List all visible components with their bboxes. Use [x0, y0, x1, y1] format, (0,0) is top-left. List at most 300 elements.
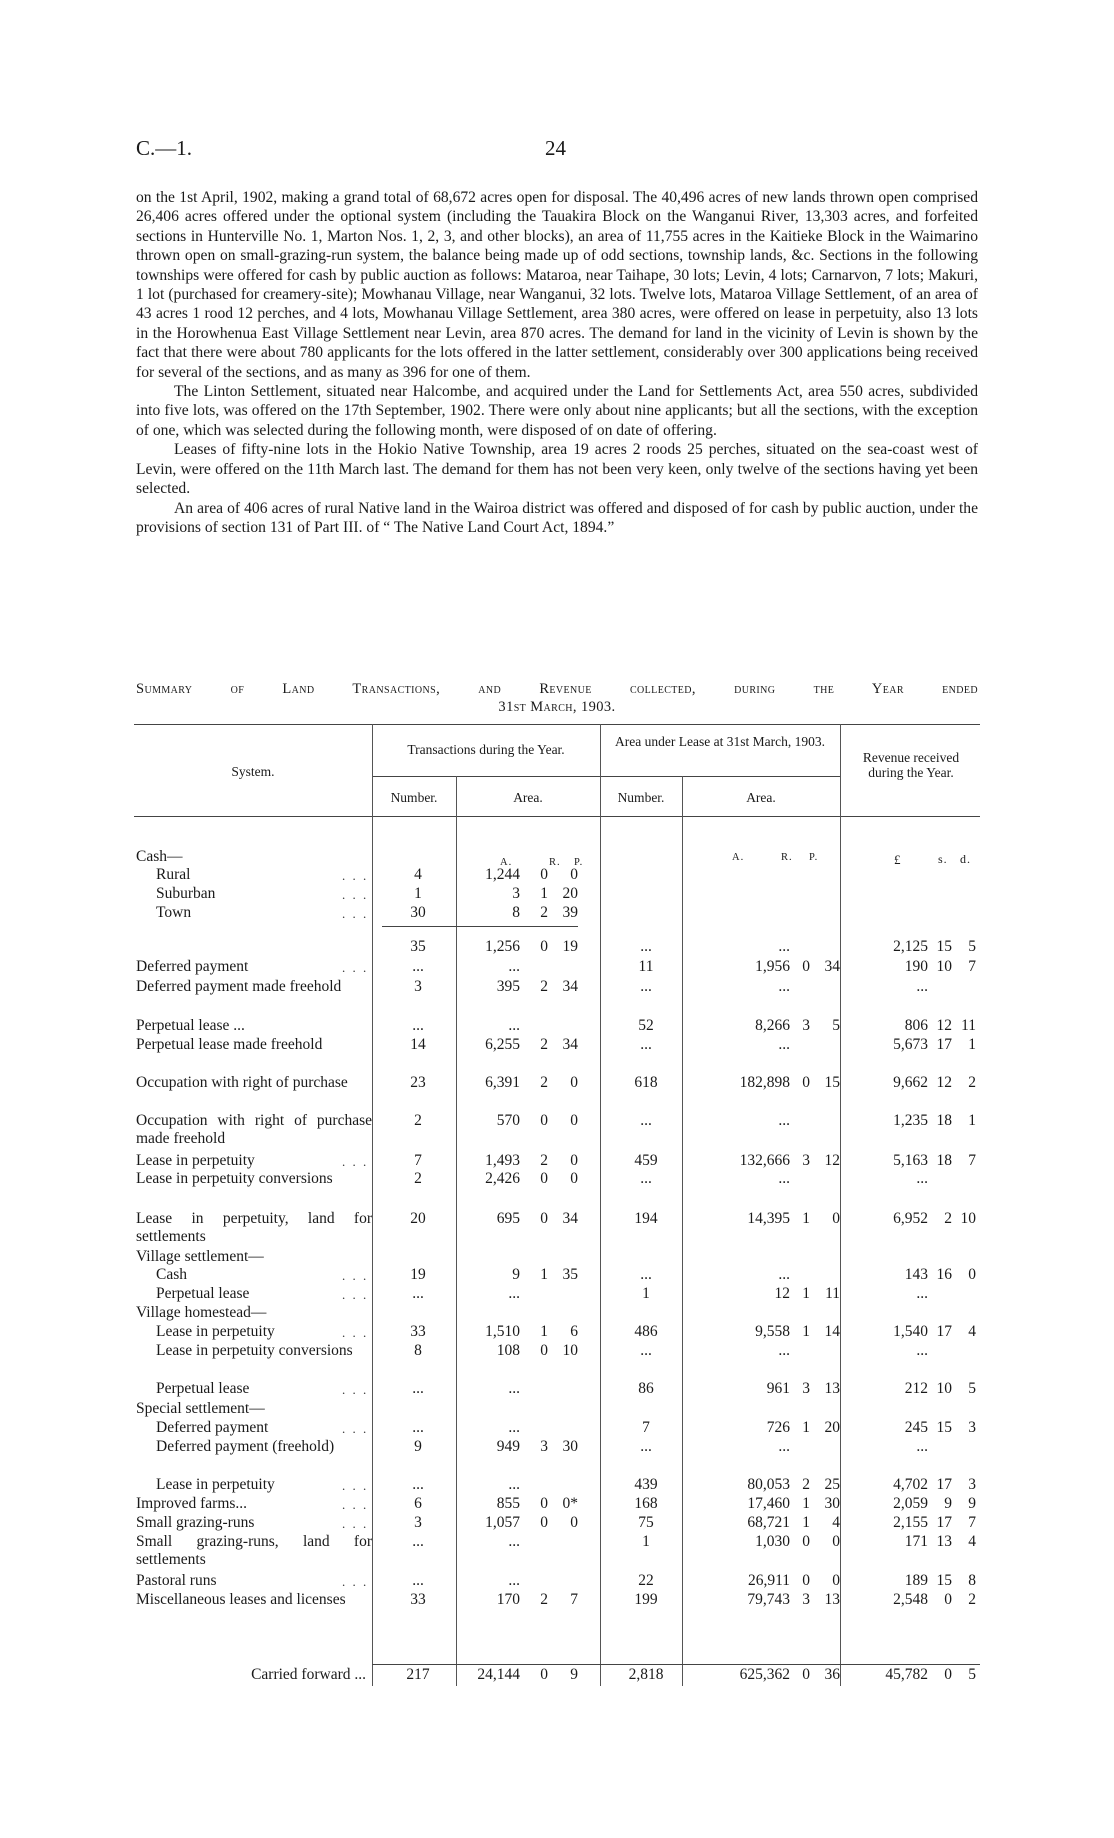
cell-acres: ... [508, 1533, 520, 1550]
header-number: Number. [390, 790, 438, 805]
cell-revenue-pounds: 6,952 [893, 1210, 928, 1227]
cell-perches: 0 [570, 1152, 578, 1169]
cell-revenue-pounds: 806 [904, 1017, 928, 1034]
cell-lease-number: 439 [634, 1476, 658, 1493]
row-label: Lease in perpetuity [156, 1323, 275, 1340]
cell-roods: 2 [540, 1036, 548, 1053]
cell-revenue-shillings: 13 [936, 1533, 952, 1550]
cell-revenue-shillings: 18 [936, 1152, 952, 1169]
cell-perches: 30 [562, 1438, 578, 1455]
cell-lease-perches: 0 [832, 1210, 840, 1227]
cell-lease-perches: 34 [824, 958, 840, 975]
cell-revenue-shillings: 15 [936, 938, 952, 955]
row-label: Deferred payment (freehold) [156, 1438, 335, 1455]
cell-lease-number: 618 [634, 1074, 658, 1091]
cell-revenue-shillings: 0 [944, 1666, 952, 1683]
cell-number: 3 [414, 978, 422, 995]
cell-revenue-pounds: 5,163 [893, 1152, 928, 1169]
cell-lease-perches: 20 [824, 1419, 840, 1436]
cell-lease-roods: 0 [802, 1572, 810, 1589]
cell-lease-acres: 625,362 [739, 1666, 790, 1683]
page-number: 24 [545, 136, 566, 160]
cell-lease-number: ... [640, 1342, 652, 1359]
cell-revenue-shillings: 16 [936, 1266, 952, 1283]
cell-acres: 1,510 [485, 1323, 520, 1340]
cell-lease-number: 52 [638, 1017, 654, 1034]
cell-lease-acres: 9,558 [755, 1323, 790, 1340]
cell-lease-perches: 0 [832, 1533, 840, 1550]
cell-lease-perches: 15 [824, 1074, 840, 1091]
row-label: Pastoral runs [136, 1572, 217, 1589]
unit-shillings: s. [938, 852, 948, 866]
cell-lease-roods: 3 [802, 1380, 810, 1397]
cell-acres: ... [508, 1419, 520, 1436]
cell-lease-acres: ... [778, 1342, 790, 1359]
cell-number: 217 [406, 1666, 430, 1683]
table-caption [136, 680, 978, 716]
cell-perches: 7 [570, 1591, 578, 1608]
cell-number: 35 [410, 938, 426, 955]
cell-acres: 1,256 [485, 938, 520, 955]
summary-table [134, 724, 980, 1690]
paragraph-2: The Linton Settlement, situated near Halcombe, and acquired under the Land for Settlements Act, area 550 acres, subdivided into five lots, was offered on the 17th September, 1902. There were only about nine applicants; but all the sections, with the exception of one, which was selected during the following month, were disposed of on date of offering. [136, 383, 978, 439]
column-rule [840, 724, 841, 1686]
cell-lease-number: 86 [638, 1380, 654, 1397]
cell-roods: 0 [540, 1514, 548, 1531]
cell-revenue-pounds: 45,782 [885, 1666, 928, 1683]
leader-dots: . . . [342, 1497, 369, 1512]
cell-revenue-shillings: 15 [936, 1419, 952, 1436]
cell-lease-roods: 1 [802, 1285, 810, 1302]
cell-lease-acres: 26,911 [747, 1572, 790, 1589]
row-label: Lease in perpetuity conversions [136, 1170, 333, 1187]
header-area-under-lease: Area under Lease at 31st March, 1903. [615, 734, 825, 749]
cell-lease-number: 194 [634, 1210, 658, 1227]
cell-perches: 0 [570, 866, 578, 883]
header-system: System. [231, 764, 275, 779]
cell-revenue-shillings: 0 [944, 1591, 952, 1608]
cell-lease-number: ... [640, 1438, 652, 1455]
cell-revenue-pounds: 9,662 [893, 1074, 928, 1091]
cell-number: 6 [414, 1495, 422, 1512]
cell-revenue-pence: 10 [960, 1210, 976, 1227]
cell-number: ... [412, 1419, 424, 1436]
row-label: Improved farms... [136, 1495, 248, 1512]
cell-acres: ... [508, 958, 520, 975]
cell-revenue-pence: 5 [968, 1380, 976, 1397]
body-text [136, 188, 978, 537]
cell-acres: 6,391 [485, 1074, 520, 1091]
cell-lease-perches: 30 [824, 1495, 840, 1512]
row-label: Occupation with right of purchase [136, 1074, 348, 1091]
cell-acres: ... [508, 1380, 520, 1397]
cell-revenue-pence: 5 [968, 1666, 976, 1683]
subtotal-rule [382, 926, 578, 927]
cell-lease-number: 7 [642, 1419, 650, 1436]
header-area: Area. [513, 790, 543, 805]
cell-perches: 34 [562, 978, 578, 995]
cell-acres: ... [508, 1017, 520, 1034]
cell-lease-perches: 0 [832, 1572, 840, 1589]
document-reference: C.—1. [136, 136, 193, 160]
cell-number: ... [412, 1533, 424, 1550]
cell-number: 3 [414, 1514, 422, 1531]
cell-revenue-pounds: 189 [904, 1572, 928, 1589]
cell-revenue-pence: 3 [968, 1419, 976, 1436]
unit-pounds: £ [894, 852, 902, 867]
cell-acres: ... [508, 1476, 520, 1493]
row-label: Small grazing-runs [136, 1514, 255, 1531]
cell-revenue-shillings: 2 [944, 1210, 952, 1227]
cell-lease-perches: 13 [824, 1380, 840, 1397]
leader-dots: . . . [342, 887, 369, 902]
cell-acres: 3 [512, 885, 520, 902]
cell-lease-number: 199 [634, 1591, 658, 1608]
row-label: Small grazing-runs, land for settlements [136, 1533, 372, 1568]
cell-revenue-pence: 2 [968, 1074, 976, 1091]
cell-lease-acres: 80,053 [747, 1476, 790, 1493]
carried-forward-label: Carried forward ... [251, 1666, 366, 1683]
cell-roods: 2 [540, 1152, 548, 1169]
cell-perches: 20 [562, 885, 578, 902]
cell-revenue-pence: 4 [968, 1533, 976, 1550]
cell-lease-acres: ... [778, 1036, 790, 1053]
cell-revenue-pounds: ... [916, 978, 928, 995]
row-label: Deferred payment [136, 958, 249, 975]
cell-lease-acres: 8,266 [755, 1017, 790, 1034]
leader-dots: . . . [342, 1574, 369, 1589]
cell-lease-acres: 961 [766, 1380, 790, 1397]
cell-acres: 695 [496, 1210, 520, 1227]
cell-acres: 949 [496, 1438, 520, 1455]
caption-line-2: 31st March, 1903. [498, 699, 616, 715]
header-area-2: Area. [746, 790, 776, 805]
cell-lease-number: ... [640, 1266, 652, 1283]
unit-roods-2: R. [781, 852, 793, 863]
cell-lease-number: 486 [634, 1323, 658, 1340]
cell-lease-acres: 1,956 [755, 958, 790, 975]
cell-revenue-shillings: 10 [936, 958, 952, 975]
cell-revenue-shillings: 15 [936, 1572, 952, 1589]
row-label: Perpetual lease ... [136, 1017, 245, 1034]
header-sub-rule [372, 776, 840, 777]
cell-revenue-pence: 4 [968, 1323, 976, 1340]
cell-lease-acres: 68,721 [747, 1514, 790, 1531]
unit-roods: R. [549, 857, 561, 868]
cell-revenue-pence: 3 [968, 1476, 976, 1493]
cell-lease-acres: ... [778, 1438, 790, 1455]
cell-revenue-pence: 9 [968, 1495, 976, 1512]
cell-revenue-pounds: 190 [904, 958, 928, 975]
header-revenue: Revenue received during the Year. [862, 750, 960, 780]
cell-lease-acres: 14,395 [747, 1210, 790, 1227]
cell-lease-perches: 25 [824, 1476, 840, 1493]
cell-perches: 0* [562, 1495, 578, 1512]
row-label: Perpetual lease [156, 1380, 250, 1397]
cell-revenue-pounds: 4,702 [893, 1476, 928, 1493]
cell-lease-acres: ... [778, 1266, 790, 1283]
cell-lease-acres: ... [778, 1170, 790, 1187]
cell-perches: 39 [562, 904, 578, 921]
cell-lease-acres: ... [778, 938, 790, 955]
row-label: Village homestead— [136, 1304, 267, 1321]
leader-dots: . . . [342, 868, 369, 883]
cell-lease-roods: 3 [802, 1591, 810, 1608]
paragraph-3: Leases of fifty-nine lots in the Hokio Native Township, area 19 acres 2 roods 25 perches, situated on the sea-coast west of Levin, were offered on the 11th March last. The demand for them has not been very keen, only twelve of the sections having yet been selected. [136, 441, 978, 498]
cell-number: 23 [410, 1074, 426, 1091]
cell-lease-number: 1 [642, 1533, 650, 1550]
cell-roods: 2 [540, 904, 548, 921]
cell-perches: 6 [570, 1323, 578, 1340]
cell-lease-number: 11 [638, 958, 654, 975]
cell-roods: 0 [540, 1495, 548, 1512]
cell-lease-perches: 11 [825, 1285, 840, 1302]
cell-lease-roods: 1 [802, 1514, 810, 1531]
cell-lease-perches: 14 [824, 1323, 840, 1340]
row-label: Lease in perpetuity, land for settlements [136, 1210, 372, 1245]
cell-perches: 9 [570, 1666, 578, 1683]
leader-dots: . . . [342, 1382, 369, 1397]
cell-number: ... [412, 1380, 424, 1397]
cell-revenue-pounds: ... [916, 1170, 928, 1187]
cell-acres: 24,144 [477, 1666, 520, 1683]
cell-revenue-pounds: 1,540 [893, 1323, 928, 1340]
cell-revenue-pence: 1 [968, 1112, 976, 1129]
cell-acres: 2,426 [485, 1170, 520, 1187]
cell-number: 9 [414, 1438, 422, 1455]
cell-revenue-pounds: 212 [904, 1380, 928, 1397]
cell-acres: ... [508, 1572, 520, 1589]
cell-revenue-pounds: 5,673 [893, 1036, 928, 1053]
cell-lease-acres: ... [778, 978, 790, 995]
cell-number: 7 [414, 1152, 422, 1169]
cell-roods: 2 [540, 978, 548, 995]
row-label: Miscellaneous leases and licenses [136, 1591, 346, 1608]
cell-lease-roods: 3 [802, 1152, 810, 1169]
cell-roods: 0 [540, 1342, 548, 1359]
unit-pence: d. [960, 852, 971, 866]
cell-revenue-pounds: 2,548 [893, 1591, 928, 1608]
cell-roods: 0 [540, 938, 548, 955]
cell-acres: ... [508, 1285, 520, 1302]
header-transactions: Transactions during the Year. [407, 742, 565, 757]
cell-number: ... [412, 1572, 424, 1589]
cell-revenue-shillings: 17 [936, 1476, 952, 1493]
cell-lease-perches: 5 [832, 1017, 840, 1034]
caption-line-1: Summary of Land Transactions, and Revenue collected, during the Year ended [136, 681, 978, 697]
cell-revenue-pence: 7 [968, 958, 976, 975]
cell-lease-number: ... [640, 1112, 652, 1129]
cell-perches: 0 [570, 1112, 578, 1129]
cell-revenue-pence: 11 [961, 1017, 976, 1034]
leader-dots: . . . [342, 1478, 369, 1493]
cell-lease-roods: 1 [802, 1419, 810, 1436]
header-number-2: Number. [617, 790, 665, 805]
cell-acres: 6,255 [485, 1036, 520, 1053]
cell-number: 2 [414, 1112, 422, 1129]
row-label: Perpetual lease [156, 1285, 250, 1302]
header-bottom-rule [134, 816, 980, 817]
cell-revenue-shillings: 17 [936, 1036, 952, 1053]
cell-roods: 1 [540, 1323, 548, 1340]
row-label: Lease in perpetuity [156, 1476, 275, 1493]
cell-revenue-pounds: ... [916, 1342, 928, 1359]
cell-number: 30 [410, 904, 426, 921]
cell-lease-perches: 13 [824, 1591, 840, 1608]
cell-number: 33 [410, 1323, 426, 1340]
row-label: Rural [156, 866, 191, 883]
cell-revenue-pounds: 2,125 [893, 938, 928, 955]
cell-lease-roods: 3 [802, 1017, 810, 1034]
cell-lease-perches: 4 [832, 1514, 840, 1531]
cell-revenue-pence: 8 [968, 1572, 976, 1589]
cell-revenue-pounds: ... [916, 1438, 928, 1455]
cell-revenue-pounds: 171 [904, 1533, 928, 1550]
leader-dots: . . . [342, 1154, 369, 1169]
cell-roods: 0 [540, 1170, 548, 1187]
cell-acres: 570 [496, 1112, 520, 1129]
cell-number: ... [412, 1476, 424, 1493]
cell-lease-roods: 2 [802, 1476, 810, 1493]
cell-roods: 0 [540, 1112, 548, 1129]
cell-perches: 10 [562, 1342, 578, 1359]
leader-dots: . . . [342, 906, 369, 921]
cell-revenue-pence: 7 [968, 1514, 976, 1531]
cell-lease-acres: 1,030 [755, 1533, 790, 1550]
cell-roods: 0 [540, 1666, 548, 1683]
cell-lease-acres: 726 [766, 1419, 790, 1436]
cell-number: ... [412, 1017, 424, 1034]
cell-lease-number: ... [640, 1036, 652, 1053]
cell-revenue-shillings: 17 [936, 1323, 952, 1340]
cell-revenue-shillings: 9 [944, 1495, 952, 1512]
unit-acres-2: A. [732, 852, 745, 863]
cell-number: 8 [414, 1342, 422, 1359]
cell-revenue-pounds: ... [916, 1285, 928, 1302]
row-label: Lease in perpetuity conversions [156, 1342, 353, 1359]
row-label: Perpetual lease made freehold [136, 1036, 323, 1053]
cell-revenue-pounds: 2,155 [893, 1514, 928, 1531]
cell-revenue-pounds: 2,059 [893, 1495, 928, 1512]
cell-revenue-shillings: 12 [936, 1017, 952, 1034]
cell-revenue-pounds: 1,235 [893, 1112, 928, 1129]
cell-perches: 19 [562, 938, 578, 955]
cell-acres: 9 [512, 1266, 520, 1283]
leader-dots: . . . [342, 1287, 369, 1302]
cell-lease-roods: 1 [802, 1323, 810, 1340]
cell-lease-number: 459 [634, 1152, 658, 1169]
row-label: Occupation with right of purchase made freehold [136, 1112, 372, 1147]
cell-roods: 2 [540, 1074, 548, 1091]
leader-dots: . . . [342, 960, 369, 975]
unit-perches-2: P. [809, 852, 819, 863]
cell-acres: 1,244 [485, 866, 520, 883]
cell-number: ... [412, 958, 424, 975]
cell-acres: 108 [496, 1342, 520, 1359]
cell-revenue-pounds: 143 [904, 1266, 928, 1283]
cell-roods: 0 [540, 866, 548, 883]
cell-lease-acres: 182,898 [739, 1074, 790, 1091]
leader-dots: . . . [342, 1421, 369, 1436]
cell-lease-number: ... [640, 1170, 652, 1187]
cell-number: 1 [414, 885, 422, 902]
cell-lease-number: ... [640, 978, 652, 995]
cell-lease-number: 22 [638, 1572, 654, 1589]
cell-lease-acres: 17,460 [747, 1495, 790, 1512]
cell-revenue-shillings: 18 [936, 1112, 952, 1129]
cell-revenue-pounds: 245 [904, 1419, 928, 1436]
cell-number: 19 [410, 1266, 426, 1283]
cell-lease-acres: ... [778, 1112, 790, 1129]
cell-acres: 1,057 [485, 1514, 520, 1531]
cell-perches: 35 [562, 1266, 578, 1283]
cell-lease-roods: 0 [802, 1074, 810, 1091]
paragraph-4: An area of 406 acres of rural Native land in the Wairoa district was offered and disposed of for cash by public auction, under the provisions of section 131 of Part III. of “ The Native Land Court Act, 1894.” [136, 499, 978, 536]
cell-acres: 395 [496, 978, 520, 995]
cell-perches: 0 [570, 1170, 578, 1187]
total-rule [372, 1664, 980, 1665]
row-label: Deferred payment made freehold [136, 978, 342, 995]
cell-revenue-pence: 1 [968, 1036, 976, 1053]
cell-roods: 1 [540, 1266, 548, 1283]
cell-lease-number: 75 [638, 1514, 654, 1531]
unit-perches: P. [574, 857, 584, 868]
row-label: Town [156, 904, 192, 921]
cell-number: 33 [410, 1591, 426, 1608]
column-rule [600, 724, 601, 1686]
unit-acres: A. [500, 857, 513, 868]
cell-lease-roods: 0 [802, 958, 810, 975]
row-label: Cash [156, 1266, 187, 1283]
cell-number: 4 [414, 866, 422, 883]
table-top-rule [134, 724, 980, 725]
row-label: Special settlement— [136, 1400, 265, 1417]
cell-roods: 2 [540, 1591, 548, 1608]
cell-lease-perches: 36 [824, 1666, 840, 1683]
row-label: Suburban [156, 885, 216, 902]
cell-acres: 855 [496, 1495, 520, 1512]
cell-revenue-shillings: 17 [936, 1514, 952, 1531]
cell-roods: 3 [540, 1438, 548, 1455]
cell-acres: 1,493 [485, 1152, 520, 1169]
cell-lease-acres: 132,666 [739, 1152, 790, 1169]
cell-lease-roods: 0 [802, 1666, 810, 1683]
leader-dots: . . . [342, 1325, 369, 1340]
cell-number: 20 [410, 1210, 426, 1227]
cell-number: 2 [414, 1170, 422, 1187]
cell-number: ... [412, 1285, 424, 1302]
cell-revenue-pence: 2 [968, 1591, 976, 1608]
row-label: Lease in perpetuity [136, 1152, 255, 1169]
cell-revenue-shillings: 12 [936, 1074, 952, 1091]
cell-revenue-pence: 7 [968, 1152, 976, 1169]
cell-perches: 34 [562, 1036, 578, 1053]
cell-lease-perches: 12 [824, 1152, 840, 1169]
cell-lease-number: ... [640, 938, 652, 955]
cell-lease-acres: 79,743 [747, 1591, 790, 1608]
cell-revenue-pence: 0 [968, 1266, 976, 1283]
cell-lease-number: 168 [634, 1495, 658, 1512]
paragraph-1: on the 1st April, 1902, making a grand total of 68,672 acres open for disposal. The 40,496 acres of new lands thrown open comprised 26,406 acres offered under the optional system (including the Tauakira Block on the Wanganui River, 13,303 acres, and forfeited sections in Hunterville No. 1, Marton Nos. 1, 2, 3, and other blocks), an area of 11,755 acres in the Kaitieke Block in the Waimarino thrown open on small-grazing-run system, the balance being made up of odd sections, township lands, &c. Sections in the following townships were offered for cash by public auction as follows: Mataroa, near Taihape, 30 lots; Levin, 4 lots; Carnarvon, 7 lots; Makuri, 1 lot (purchased for creamery-site); Mowhanau Village, near Wanganui, 32 lots. Twelve lots, Mataroa Village Settlement, of an area of 43 acres 1 rood 12 perches, and 4 lots, Mowhanau Village Settlement, area 380 acres, were offered on lease in perpetuity, also 13 lots in the Horowhenua East Village Settlement near Levin, area 870 acres. The demand for land in the vicinity of Levin is shown by the fact that there were about 780 applicants for the lots offered in the latter settlement, considerably over 300 applications being received for several of the sections, and as many as 396 for one of them. [136, 189, 978, 381]
cell-acres: 170 [496, 1591, 520, 1608]
leader-dots: . . . [342, 1516, 369, 1531]
cell-roods: 1 [540, 885, 548, 902]
row-label-cash-group: Cash— [136, 848, 183, 865]
cell-lease-roods: 1 [802, 1210, 810, 1227]
leader-dots: . . . [342, 1268, 369, 1283]
cell-acres: 8 [512, 904, 520, 921]
cell-revenue-shillings: 10 [936, 1380, 952, 1397]
